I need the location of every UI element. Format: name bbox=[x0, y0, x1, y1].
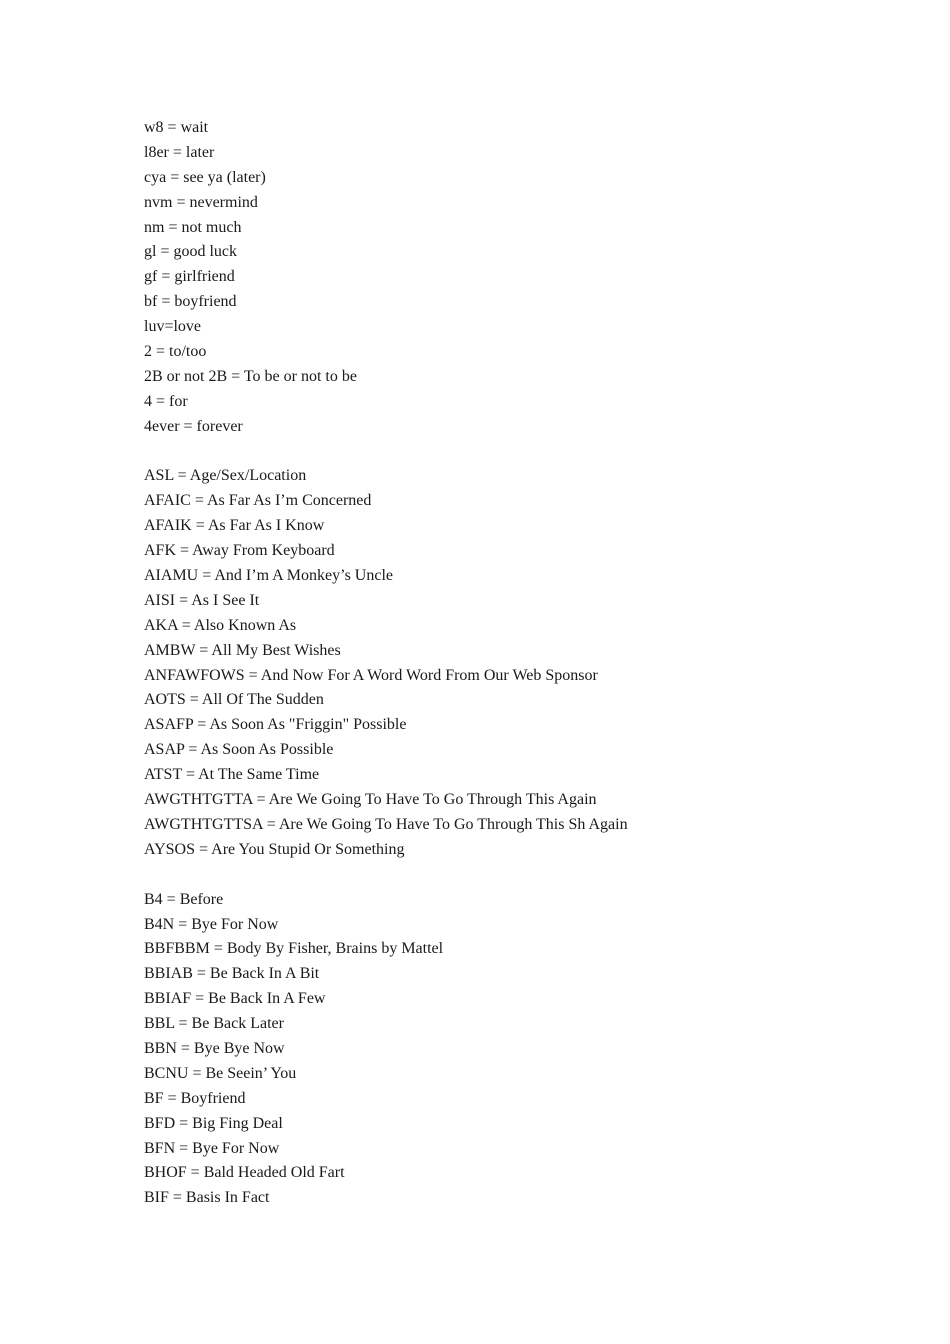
entry-line: AOTS = All Of The Sudden bbox=[144, 691, 324, 709]
entry-line: 2 = to/too bbox=[144, 343, 207, 361]
entry-line: ANFAWFOWS = And Now For A Word Word From Our Web Sponsor bbox=[144, 666, 598, 684]
section-spacer bbox=[144, 440, 904, 465]
entry-line: BCNU = Be Seein’ You bbox=[144, 1064, 297, 1082]
entry-line: bf = boyfriend bbox=[144, 293, 237, 311]
entry-line: 2B or not 2B = To be or not to be bbox=[144, 367, 357, 385]
document-body bbox=[144, 116, 904, 1211]
entry-line: ATST = At The Same Time bbox=[144, 766, 320, 784]
entry-line: BHOF = Bald Headed Old Fart bbox=[144, 1164, 345, 1182]
entry-line: w8 = wait bbox=[144, 119, 209, 136]
entry-line: luv=love bbox=[144, 318, 202, 336]
entry-line: BFN = Bye For Now bbox=[144, 1139, 280, 1157]
section-basic-abbreviations bbox=[144, 116, 904, 440]
entry-line: BBN = Bye Bye Now bbox=[144, 1039, 285, 1057]
section-spacer bbox=[144, 863, 904, 888]
entry-line: 4 = for bbox=[144, 392, 188, 410]
entry-line: BF = Boyfriend bbox=[144, 1089, 246, 1107]
entry-line: AFK = Away From Keyboard bbox=[144, 542, 335, 560]
entry-line: nvm = nevermind bbox=[144, 193, 258, 211]
entry-line: BBL = Be Back Later bbox=[144, 1015, 284, 1033]
entry-line: BFD = Big Fing Deal bbox=[144, 1114, 283, 1132]
entry-line: 4ever = forever bbox=[144, 417, 243, 435]
entry-line: B4 = Before bbox=[144, 890, 224, 908]
entry-line: AKA = Also Known As bbox=[144, 616, 297, 634]
entry-line: gf = girlfriend bbox=[144, 268, 235, 286]
entry-line: l8er = later bbox=[144, 143, 215, 161]
entry-line: AWGTHTGTTA = Are We Going To Have To Go Through This Again bbox=[144, 791, 597, 809]
entry-line: cya = see ya (later) bbox=[144, 168, 266, 186]
entry-line: gl = good luck bbox=[144, 243, 238, 261]
section-a-abbreviations bbox=[144, 464, 904, 862]
entry-line: ASAFP = As Soon As "Friggin" Possible bbox=[144, 716, 407, 734]
entry-line: AWGTHTGTTSA = Are We Going To Have To Go Through This Sh Again bbox=[144, 815, 628, 833]
entry-line: AMBW = All My Best Wishes bbox=[144, 641, 341, 659]
entry-line: AISI = As I See It bbox=[144, 591, 260, 609]
entry-line: AFAIC = As Far As I’m Concerned bbox=[144, 492, 372, 510]
entry-line: AFAIK = As Far As I Know bbox=[144, 517, 325, 535]
section-b-abbreviations bbox=[144, 888, 904, 1212]
entry-line: BIF = Basis In Fact bbox=[144, 1189, 270, 1207]
entry-line: nm = not much bbox=[144, 218, 242, 236]
entry-line: ASL = Age/Sex/Location bbox=[144, 467, 307, 485]
entry-line: ASAP = As Soon As Possible bbox=[144, 741, 334, 759]
entry-line: AIAMU = And I’m A Monkey’s Uncle bbox=[144, 567, 394, 585]
entry-line: BBIAF = Be Back In A Few bbox=[144, 990, 326, 1008]
entry-line: BBIAB = Be Back In A Bit bbox=[144, 965, 320, 983]
entry-line: AYSOS = Are You Stupid Or Something bbox=[144, 840, 405, 858]
entry-line: BBFBBM = Body By Fisher, Brains by Mattel bbox=[144, 940, 444, 958]
entry-line: B4N = Bye For Now bbox=[144, 915, 279, 933]
